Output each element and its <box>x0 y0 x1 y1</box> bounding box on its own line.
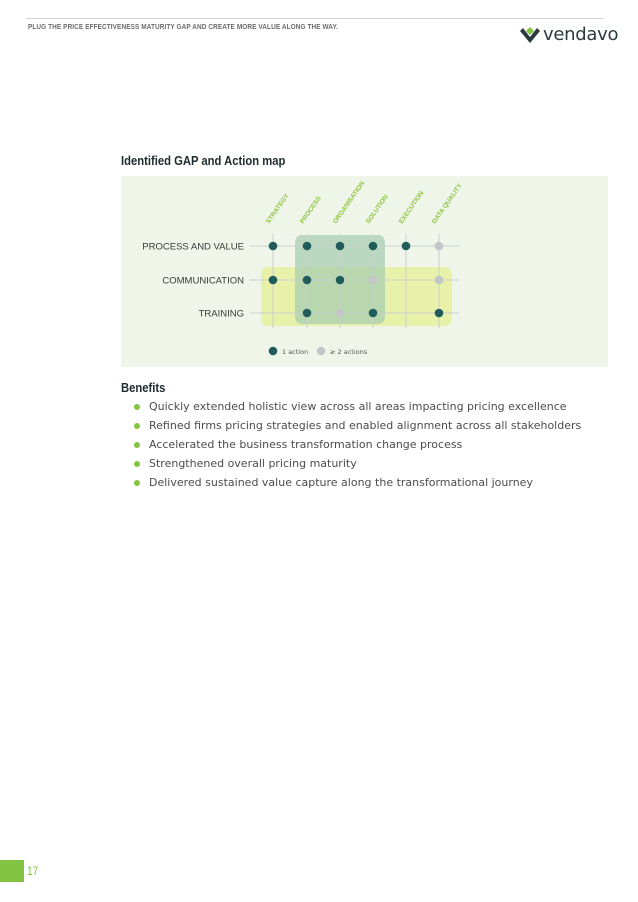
logo-wordmark: vendavo <box>543 24 619 45</box>
column-label: ORGANISATION <box>331 180 367 226</box>
legend-label: 1 action <box>282 348 309 356</box>
legend-label: ≥ 2 actions <box>330 348 368 356</box>
column-label: DATA QUALITY <box>430 182 464 226</box>
bullet-icon <box>134 404 140 410</box>
benefit-item: Quickly extended holistic view across all areas impacting pricing excellence <box>134 397 581 416</box>
action-dot-single <box>269 242 278 251</box>
gap-action-map <box>121 176 608 367</box>
header-rule <box>26 18 604 19</box>
column-label: STRATEGY <box>264 192 291 226</box>
benefit-item: Strengthened overall pricing maturity <box>134 454 581 473</box>
action-dot-single <box>336 242 345 251</box>
benefit-item: Refined firms pricing strategies and enabled alignment across all stakeholders <box>134 416 581 435</box>
action-dot-multiple <box>435 276 444 285</box>
bullet-icon <box>134 461 140 467</box>
action-dot-single <box>369 242 378 251</box>
benefit-item: Delivered sustained value capture along the transformational journey <box>134 473 581 492</box>
column-label: PROCESS <box>298 195 323 226</box>
row-label: PROCESS AND VALUE <box>142 241 244 253</box>
action-dot-single <box>303 242 312 251</box>
action-dot-single <box>303 309 312 318</box>
legend-swatch <box>269 347 278 356</box>
header-tagline: PLUG THE PRICE EFFECTIVENESS MATURITY GAP AND CREATE MORE VALUE ALONG THE WAY. <box>28 24 339 31</box>
column-label: SOLUTION <box>364 193 390 226</box>
gap-action-map-graphic <box>121 176 608 367</box>
vendavo-logo <box>520 26 618 44</box>
benefits-list <box>134 397 581 492</box>
benefit-item: Accelerated the business transformation change process <box>134 435 581 454</box>
bullet-icon <box>134 442 140 448</box>
row-label: TRAINING <box>198 308 244 320</box>
page-tab <box>0 860 24 882</box>
row-label: COMMUNICATION <box>162 275 244 287</box>
legend-swatch <box>317 347 326 356</box>
bullet-icon <box>134 480 140 486</box>
action-dot-single <box>269 276 278 285</box>
action-dot-single <box>303 276 312 285</box>
map-title: Identified GAP and Action map <box>121 154 286 168</box>
column-label: EXECUTION <box>397 190 426 226</box>
action-dot-single <box>402 242 411 251</box>
action-dot-single <box>336 276 345 285</box>
action-dot-multiple <box>369 276 378 285</box>
action-dot-single <box>435 309 444 318</box>
action-dot-single <box>369 309 378 318</box>
bullet-icon <box>134 423 140 429</box>
page-number: 17 <box>27 864 39 878</box>
vendavo-logo-icon <box>520 26 540 44</box>
action-dot-multiple <box>336 309 345 318</box>
action-dot-multiple <box>435 242 444 251</box>
benefits-title: Benefits <box>121 381 166 395</box>
